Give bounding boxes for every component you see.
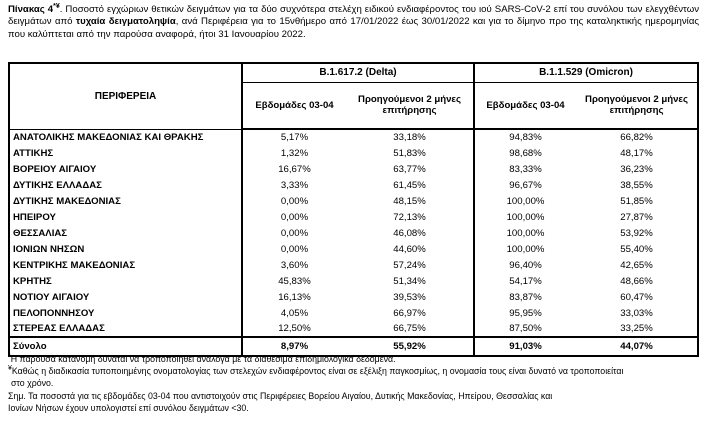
- region-cell: ΙΟΝΙΩΝ ΝΗΣΩΝ: [13, 243, 85, 255]
- value-cell: 42,65%: [620, 259, 653, 271]
- value-cell: 55,40%: [620, 243, 653, 255]
- value-cell: 48,15%: [393, 195, 426, 207]
- value-cell: 100,00%: [474, 193, 576, 209]
- region-cell: ΘΕΣΣΑΛΙΑΣ: [13, 227, 68, 239]
- value-cell: 66,75%: [393, 323, 426, 334]
- omicron-weeks-header: Εβδομάδες 03-04: [474, 82, 576, 129]
- value-cell: 66,82%: [620, 132, 653, 143]
- value-cell: 45,83%: [242, 273, 346, 289]
- value-cell: 16,13%: [242, 289, 346, 305]
- table-title-body-2: , ανά Περιφέρεια για το 15νθήμερο από 17/01/2022 έως 30/01/2022 και για το δίμηνο προ της καταληκτικής ημερομηνίας που καλύπτεται από την παρούσα αναφορά, ήτοι 31 Ιανουαρίου 2022.: [8, 16, 699, 40]
- value-cell: 100,00%: [474, 225, 576, 241]
- total-label: Σύνολο: [9, 337, 242, 356]
- table-row: [9, 177, 698, 193]
- value-cell: 4,05%: [242, 305, 346, 321]
- value-cell: 12,50%: [242, 321, 346, 337]
- variant-header-row: [9, 63, 698, 82]
- value-cell: 51,34%: [393, 275, 426, 287]
- footnote-asterisk-marker: *: [8, 353, 11, 361]
- value-cell: 94,83%: [474, 129, 576, 145]
- table-title-bold-phrase: τυχαία δειγματοληψία: [75, 16, 176, 28]
- table-row: [9, 305, 698, 321]
- table-title-prefix: Πίνακας 4: [8, 4, 54, 15]
- value-cell: 98,68%: [474, 145, 576, 161]
- table-row: [9, 289, 698, 305]
- value-cell: 0,00%: [242, 193, 346, 209]
- value-cell: 100,00%: [474, 209, 576, 225]
- variant-group-omicron: B.1.1.529 (Omicron): [474, 63, 698, 82]
- value-cell: 16,67%: [242, 161, 346, 177]
- value-cell: 72,13%: [393, 211, 426, 223]
- value-cell: 39,53%: [393, 291, 426, 303]
- region-cell: ΠΕΛΟΠΟΝΝΗΣΟΥ: [13, 307, 95, 319]
- table-row: [9, 241, 698, 257]
- value-cell: 3,33%: [242, 177, 346, 193]
- value-cell: 33,18%: [393, 132, 426, 143]
- value-cell: 36,23%: [620, 163, 653, 175]
- footnote-nomenclature-continued: στο χρόνο.: [11, 378, 54, 389]
- table-title: [8, 4, 699, 41]
- region-cell: ΑΤΤΙΚΗΣ: [13, 147, 54, 159]
- value-cell: 48,66%: [620, 275, 653, 287]
- region-cell: ΒΟΡΕΙΟΥ ΑΙΓΑΙΟΥ: [13, 163, 97, 175]
- region-cell: ΑΝΑΤΟΛΙΚΗΣ ΜΑΚΕΔΟΝΙΑΣ ΚΑΙ ΘΡΑΚΗΣ: [13, 131, 204, 143]
- table-row: [9, 209, 698, 225]
- value-cell: 48,17%: [620, 147, 653, 159]
- value-cell: 0,00%: [242, 225, 346, 241]
- total-value: 91,03%: [474, 337, 576, 356]
- footnote-yen-marker: ¥: [8, 365, 12, 373]
- region-cell: ΔΥΤΙΚΗΣ ΕΛΛΑΔΑΣ: [13, 179, 102, 191]
- table-row: [9, 129, 698, 145]
- variant-group-delta: B.1.617.2 (Delta): [242, 63, 474, 82]
- value-cell: 0,00%: [242, 241, 346, 257]
- value-cell: 96,40%: [474, 257, 576, 273]
- note-small-samples-continued: Ιονίων Νήσων έχουν υπολογιστεί επί συνόλου δειγμάτων <30.: [8, 402, 249, 413]
- value-cell: 60,47%: [620, 291, 653, 303]
- region-cell: ΗΠΕΙΡΟΥ: [13, 211, 56, 223]
- table-row: [9, 225, 698, 241]
- value-cell: 96,67%: [474, 177, 576, 193]
- value-cell: 83,33%: [474, 161, 576, 177]
- value-cell: 0,00%: [242, 209, 346, 225]
- total-value: 8,97%: [242, 337, 346, 356]
- value-cell: 33,25%: [620, 323, 653, 334]
- variants-table: [8, 62, 699, 357]
- value-cell: 1,32%: [242, 145, 346, 161]
- table-row: [9, 193, 698, 209]
- omicron-prev-header: Προηγούμενοι 2 μήνες επιτήρησης: [576, 82, 698, 129]
- table-row: [9, 145, 698, 161]
- table-title-superscript: *¥: [53, 2, 60, 10]
- value-cell: 61,45%: [393, 179, 426, 191]
- value-cell: 83,87%: [474, 289, 576, 305]
- value-cell: 95,95%: [474, 305, 576, 321]
- delta-prev-header: Προηγούμενοι 2 μήνες επιτήρησης: [346, 82, 474, 129]
- region-cell: ΚΡΗΤΗΣ: [13, 275, 52, 287]
- value-cell: 53,92%: [620, 227, 653, 239]
- note-small-samples: Σημ. Τα ποσοστά για τις εβδομάδες 03-04 που αντιστοιχούν στις Περιφέρειες Βορείου Αιγαίου, Δυτικής Μακεδονίας, Ηπείρου, Θεσσαλίας και: [8, 390, 553, 401]
- footnote-distribution: *Η παρούσα κατανομή δύναται να τροποποιηθεί ανάλογα με τα διαθέσιμα επιδημιολογικά δεδομένα.: [8, 353, 396, 364]
- value-cell: 100,00%: [474, 241, 576, 257]
- total-value: 44,07%: [576, 337, 698, 356]
- value-cell: 51,85%: [620, 195, 653, 207]
- footnotes: [8, 353, 700, 414]
- value-cell: 51,83%: [393, 147, 426, 159]
- value-cell: 44,60%: [393, 243, 426, 255]
- region-cell: ΔΥΤΙΚΗΣ ΜΑΚΕΔΟΝΙΑΣ: [13, 195, 121, 207]
- value-cell: 5,17%: [242, 129, 346, 145]
- value-cell: 33,03%: [620, 307, 653, 319]
- region-cell: ΝΟΤΙΟΥ ΑΙΓΑΙΟΥ: [13, 291, 90, 303]
- value-cell: 66,97%: [393, 307, 426, 319]
- value-cell: 3,60%: [242, 257, 346, 273]
- region-cell: ΣΤΕΡΕΑΣ ΕΛΛΑΔΑΣ: [13, 323, 105, 334]
- value-cell: 54,17%: [474, 273, 576, 289]
- value-cell: 38,55%: [620, 179, 653, 191]
- region-cell: ΚΕΝΤΡΙΚΗΣ ΜΑΚΕΔΟΝΙΑΣ: [13, 259, 136, 271]
- footnote-nomenclature: ¥Καθώς η διαδικασία τυποποιημένης ονοματολογίας των στελεχών ενδιαφέροντος είναι σε εξέλιξη παγκοσμίως, η ονομασία τους είναι δυνατό να τροποποιείται: [8, 365, 624, 377]
- value-cell: 57,24%: [393, 259, 426, 271]
- delta-weeks-header: Εβδομάδες 03-04: [242, 82, 346, 129]
- region-column-header: ΠΕΡΙΦΕΡΕΙΑ: [9, 63, 242, 129]
- value-cell: 46,08%: [393, 227, 426, 239]
- total-value: 55,92%: [346, 337, 474, 356]
- value-cell: 63,77%: [393, 163, 426, 175]
- table-row: [9, 257, 698, 273]
- table-row: [9, 321, 698, 337]
- value-cell: 87,50%: [474, 321, 576, 337]
- table-row: [9, 161, 698, 177]
- table-row: [9, 273, 698, 289]
- table-title-body-1: . Ποσοστό εγχώριων θετικών δειγμάτων για τα δύο συχνότερα στελέχη ειδικού ενδιαφέροντος του ιού SARS-CoV-2 επί του συνόλου των ελεγχθέντων δειγμάτων από: [8, 4, 699, 28]
- value-cell: 27,87%: [620, 211, 653, 223]
